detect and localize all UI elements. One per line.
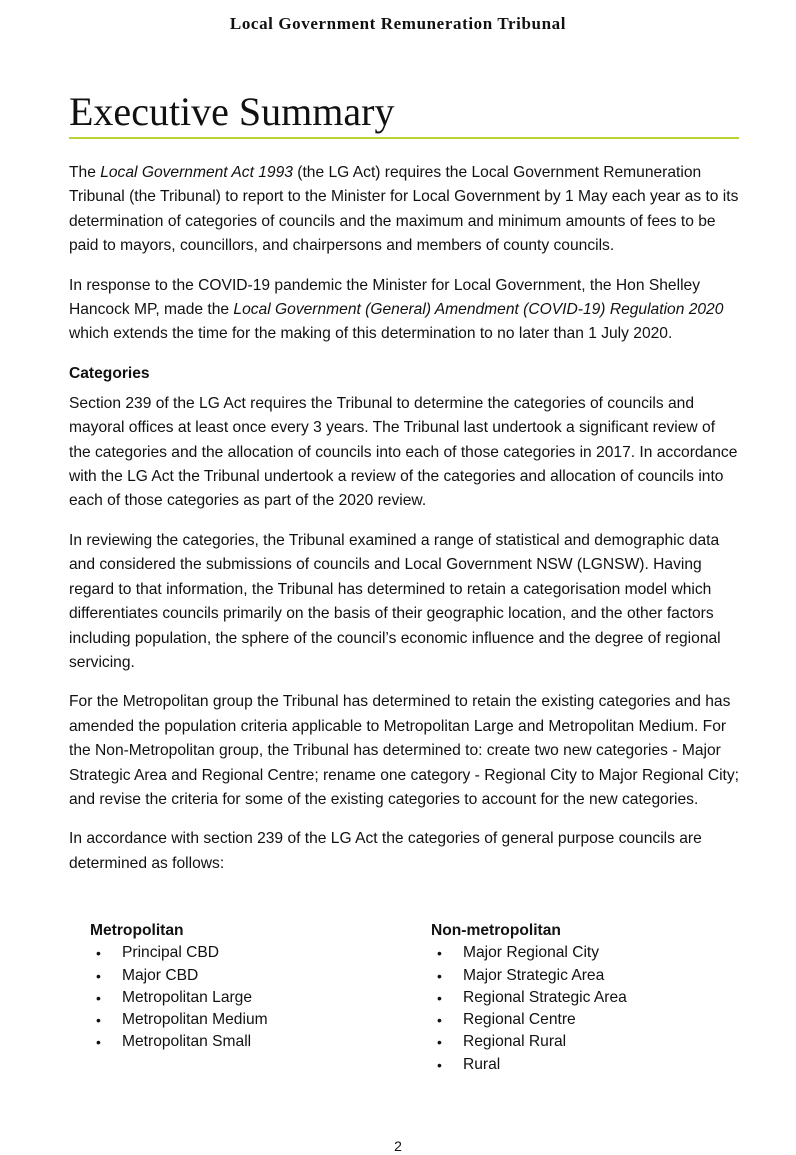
regulation-title: Local Government (General) Amendment (COVID-19) Regulation 2020 [233, 301, 724, 319]
categories-heading: Categories [69, 364, 150, 382]
title-rule [69, 137, 739, 139]
list-item: • Regional Strategic Area [431, 987, 627, 1009]
bullet-icon: • [437, 967, 442, 984]
list-item: • Major Regional City [431, 942, 627, 964]
paragraph-covid: In response to the COVID-19 pandemic the Minister for Local Government, the Hon Shelley Hancock MP, made the Local Government (General) Amendment (COVID-19) Regulation 2020 which extends the time for the making of this determination to no later than 1 July 2020. [69, 276, 724, 343]
list-item: • Rural [431, 1054, 627, 1076]
act-title: Local Government Act 1993 [100, 164, 293, 181]
paragraph-intro: The Local Government Act 1993 (the LG Act) requires the Local Government Remuneration Tribunal (the Tribunal) to report to the Minister for Local Government by 1 May each year as to its determination of categories of councils and the maximum and minimum amounts of fees to be paid to mayors, councillors, and chairpersons and members of county councils. [69, 164, 739, 255]
non-metropolitan-heading: Non-metropolitan [431, 922, 561, 939]
paragraph-determination: In accordance with section 239 of the LG Act the categories of general purpose councils are determined as follows: [69, 830, 702, 872]
list-item: • Regional Centre [431, 1009, 627, 1031]
non-metropolitan-list [431, 942, 627, 1076]
metropolitan-heading: Metropolitan [90, 922, 184, 939]
list-item: • Metropolitan Large [90, 987, 268, 1009]
list-item: • Metropolitan Medium [90, 1009, 268, 1031]
bullet-icon: • [437, 945, 442, 962]
list-item: • Regional Rural [431, 1031, 627, 1053]
paragraph-review: In reviewing the categories, the Tribunal examined a range of statistical and demographic data and considered the submissions of councils and Local Government NSW (LGNSW). Having regard to that information, the Tribunal has determined to retain a categorisation model which differentiates councils primarily on the basis of their geographic location, and the other factors including population, the sphere of the council’s economic influence and the degree of regional servicing. [69, 531, 721, 671]
page-number: 2 [394, 1138, 402, 1154]
metropolitan-column [90, 920, 268, 1054]
non-metropolitan-column [431, 920, 627, 1076]
bullet-icon: • [96, 967, 101, 984]
list-item: • Major CBD [90, 965, 268, 987]
list-item: • Metropolitan Small [90, 1031, 268, 1053]
running-header: Local Government Remuneration Tribunal [229, 14, 567, 33]
paragraph-groups: For the Metropolitan group the Tribunal has determined to retain the existing categories and has amended the population criteria applicable to Metropolitan Large and Metropolitan Medium. For the Non-Metropolitan group, the Tribunal has determined to: create two new categories - Major Strategic Area and Regional Centre; rename one category - Regional City to Major Regional City; and revise the criteria for some of the existing categories to account for the new categories. [69, 693, 740, 808]
bullet-icon: • [437, 1034, 442, 1051]
page-title: Executive Summary [69, 89, 395, 134]
list-item: • Principal CBD [90, 942, 268, 964]
paragraph-section-239: Section 239 of the LG Act requires the Tribunal to determine the categories of councils and mayoral offices at least once every 3 years. The Tribunal last undertook a significant review of the categories and the allocation of councils into each of those categories in 2017. In accordance with the LG Act the Tribunal undertook a review of the categories and allocation of councils into each of those categories as part of the 2020 review. [69, 394, 738, 510]
bullet-icon: • [437, 989, 442, 1006]
metropolitan-list [90, 942, 268, 1053]
bullet-icon: • [96, 1034, 101, 1051]
list-item: • Major Strategic Area [431, 965, 627, 987]
document-body [69, 161, 741, 891]
bullet-icon: • [96, 945, 101, 962]
bullet-icon: • [96, 989, 101, 1006]
bullet-icon: • [437, 1056, 442, 1073]
bullet-icon: • [437, 1012, 442, 1029]
bullet-icon: • [96, 1012, 101, 1029]
